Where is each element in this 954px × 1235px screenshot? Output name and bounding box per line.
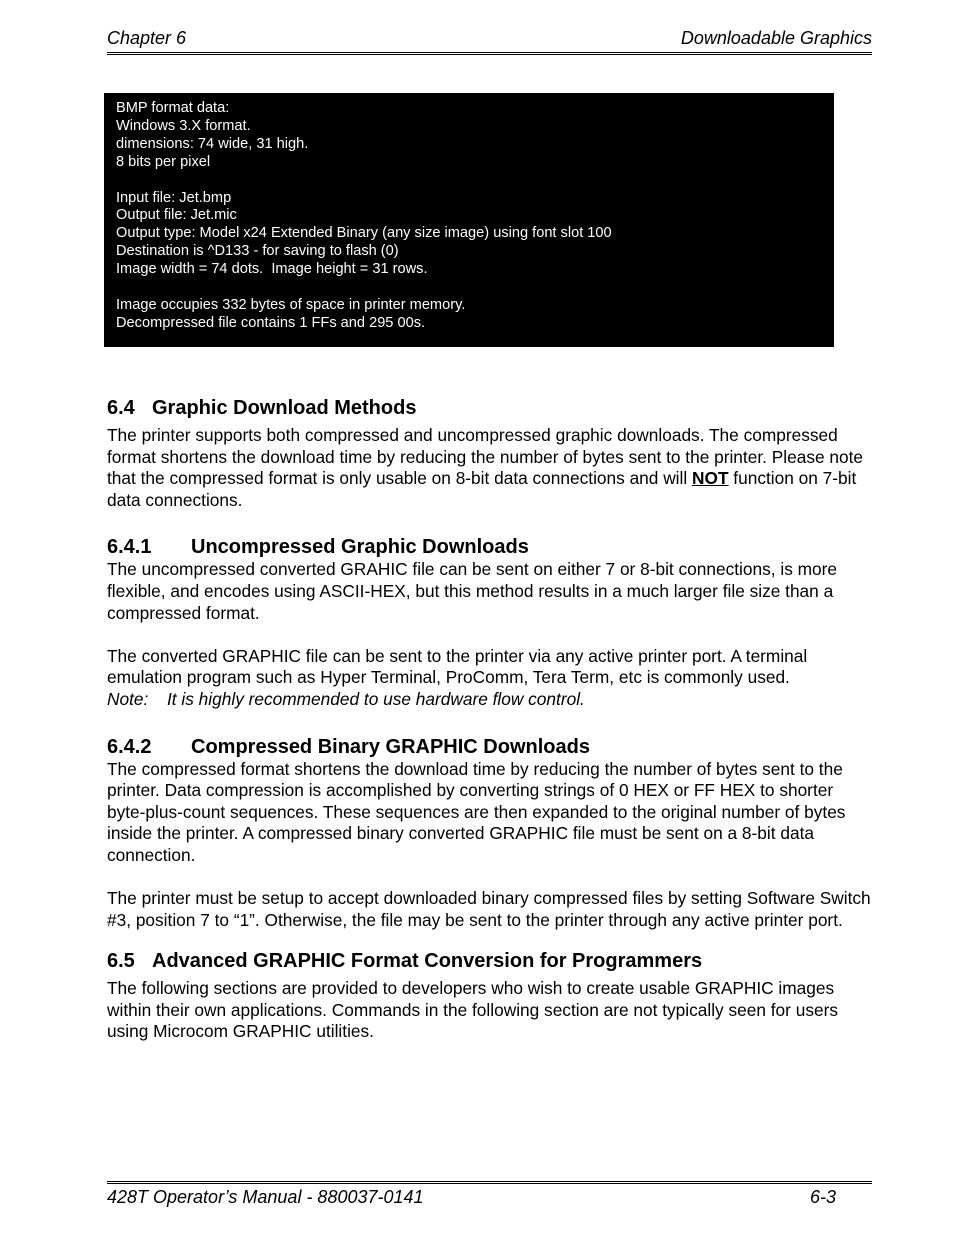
emphasis-not: NOT <box>692 468 729 489</box>
page-footer <box>107 1181 872 1213</box>
section-6-4-2-paragraph-2: The printer must be setup to accept downloaded binary compressed files by setting Software Switch #3, position 7 to “1”. Otherwise, the file may be sent to the printer through any active printer port. <box>107 888 871 930</box>
section-6-4-1-paragraph-1: The uncompressed converted GRAHIC file can be sent on either 7 or 8-bit connections, is more flexible, and encodes using ASCII-HEX, but this method results in a much larger file size than a compressed format. <box>107 559 838 623</box>
console-line: Destination is ^D133 - for saving to flash (0) <box>116 243 399 260</box>
console-line: dimensions: 74 wide, 31 high. <box>116 135 309 152</box>
section-heading-6-4-1 <box>107 535 872 559</box>
header-chapter: Chapter 6 <box>107 28 187 48</box>
console-line: Image width = 74 dots. Image height = 31 rows. <box>116 261 428 278</box>
console-line: Output file: Jet.mic <box>116 207 237 224</box>
section-heading-6-4 <box>107 396 872 420</box>
page-header <box>107 28 872 55</box>
section-number: 6.4.2 <box>107 735 152 758</box>
console-line <box>116 279 822 297</box>
section-number: 6.5 <box>107 950 135 973</box>
console-output-box <box>104 93 834 347</box>
header-title: Downloadable Graphics <box>680 28 872 48</box>
console-line: Output type: Model x24 Extended Binary (any size image) using font slot 100 <box>116 225 612 242</box>
section-6-5-paragraph: The following sections are provided to developers who wish to create usable GRAPHIC images within their own applications. Commands in the following section are not typically seen for users using Microcom GRAPHIC utilities. <box>107 978 838 1042</box>
note-text: It is highly recommended to use hardware flow control. <box>167 688 585 709</box>
section-title: Uncompressed Graphic Downloads <box>191 536 529 559</box>
section-6-4-paragraph <box>107 425 872 511</box>
footer-manual-title: 428T Operator’s Manual - 880037-0141 <box>107 1187 424 1207</box>
section-title: Graphic Download Methods <box>152 397 417 419</box>
note <box>107 689 872 711</box>
section-6-4-1-paragraph-2: The converted GRAPHIC file can be sent to the printer via any active printer port. A terminal emulation program such as Hyper Terminal, ProComm, Tera Term, etc is commonly used. <box>107 645 808 688</box>
console-line: 8 bits per pixel <box>116 153 211 170</box>
section-title: Advanced GRAPHIC Format Conversion for Programmers <box>152 950 703 973</box>
section-heading-6-5 <box>107 949 872 973</box>
console-line: Windows 3.X format. <box>116 117 251 134</box>
section-title: Compressed Binary GRAPHIC Downloads <box>191 735 590 758</box>
footer-page-number: 6-3 <box>809 1187 836 1207</box>
console-line: Input file: Jet.bmp <box>116 189 232 206</box>
section-heading-6-4-2 <box>107 735 872 759</box>
console-line: BMP format data: <box>116 100 230 116</box>
paragraph-text: The printer supports both compressed and uncompressed graphic downloads. The compressed format shortens the download time by reducing the number of bytes sent to the printer. Please note that the compressed format is only usable on 8-bit data connections and will <box>107 425 864 489</box>
console-line: Image occupies 332 bytes of space in printer memory. <box>116 296 466 313</box>
console-line <box>116 172 822 190</box>
section-number: 6.4 <box>107 397 135 419</box>
console-line: Decompressed file contains 1 FFs and 295 00s. <box>116 314 426 331</box>
paragraph-text: function on 7-bit data connections. <box>107 468 857 510</box>
section-6-4-2-paragraph-1: The compressed format shortens the download time by reducing the number of bytes sent to the printer. Data compression is accomplished by converting strings of 0 HEX or FF HEX to shorter byte-plus-count sequences. These sequences are then expanded to the original number of bytes inside the printer. A compressed binary converted GRAPHIC file must be sent on a 8-bit data connection. <box>107 758 846 865</box>
page-content <box>107 396 872 1043</box>
section-number: 6.4.1 <box>107 536 152 559</box>
note-label: Note: <box>107 688 149 709</box>
